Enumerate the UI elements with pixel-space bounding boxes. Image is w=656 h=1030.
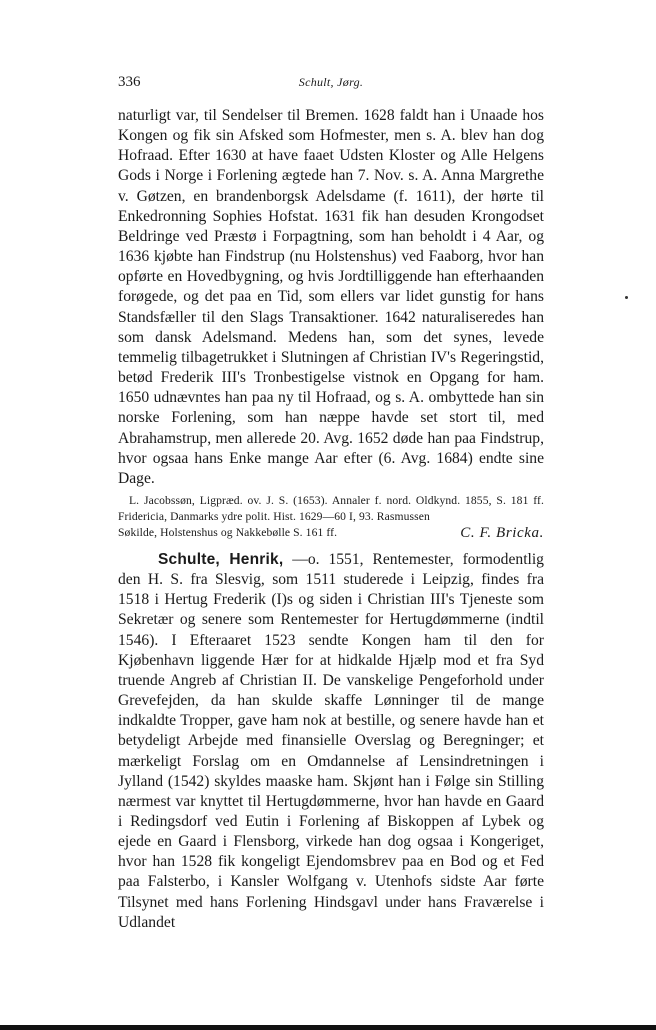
entry-headword: Schulte, Henrik, bbox=[158, 550, 284, 568]
entry-schulte-henrik bbox=[118, 550, 544, 933]
page-number: 336 bbox=[118, 74, 141, 90]
references-last-line bbox=[118, 525, 544, 541]
references-text: L. Jacobssøn, Ligpræd. ov. J. S. (1653). Annaler f. nord. Oldkynd. 1855, S. 181 ff. Fridericia, Danmarks ydre polit. Hist. 1629—60 I, 93. Rasmussen bbox=[118, 493, 544, 523]
bottom-edge bbox=[0, 1025, 656, 1030]
body-text bbox=[118, 106, 544, 933]
entry-author: C. F. Bricka. bbox=[460, 524, 544, 541]
margin-speck bbox=[625, 296, 628, 299]
entry-text: —o. 1551, Rentemester, formodentlig den H. S. fra Slesvig, som 1511 studerede i Leipzig, findes fra 1518 i Hertug Frederik (I)s og siden i Christian III's Tjeneste som Sekretær og senere som Rentemester for Hertugdømmerne (indtil 1546). I Efteraaret 1523 sendte Kongen ham til den for Kjøbenhavn liggende Hær for at hidkalde Hjælp mod et fra Syd truende Angreb af Christian II. De vanskelige Pengeforhold under Grevefejden, da han skulde skaffe Lønninger til de mange indkaldte Tropper, gave ham nok at bestille, og senere havde han et betydeligt Arbejde med finansielle Overslag og Beregninger; et mærkeligt Forslag om en Omdannelse af Lensindretningen i Jylland (1542) skyldes maaske ham. Skjønt han i Følge sin Stilling nærmest var knyttet til Hertugdømmerne, hvor han havde en Gaard i Redingsdorf ved Eutin i Forlening af Biskoppen af Lybek og ejede en Gaard i Flensborg, virkede han dog ogsaa i Kongeriget, hvor han 1528 fik kongeligt Ejendomsbrev paa en Bod og et Fed paa Falsterbo, i Kansler Wolfgang v. Utenhofs sidste Aar førte Tilsynet med hans Forlening Hindsgavl under hans Fraværelse i Udlandet bbox=[118, 550, 544, 931]
references-last: Søkilde, Holstenshus og Nakkebølle S. 161 ff. bbox=[118, 525, 338, 539]
entry-references bbox=[118, 493, 544, 541]
running-head: Schult, Jørg. bbox=[298, 75, 364, 89]
page-header bbox=[118, 74, 544, 94]
entry-continued-text: naturligt var, til Sendelser til Bremen. 1628 faldt han i Unaade hos Kongen og fik sin Afsked som Hofmester, men s. A. blev han dog Hofraad. Efter 1630 at have faaet Udsten Kloster og Alle Helgens Gods i Norge i Forlening ægtede han 7. Nov. s. A. Anna Margrethe v. Gøtzen, en brandenborgsk Adelsdame (f. 1611), der hørte til Enkedronning Sophies Hofstat. 1631 fik han desuden Krongodset Beldringe ved Præstø i Forpagtning, som han beholdt i 4 Aar, og 1636 kjøbte han Findstrup (nu Holstenshus) ved Faaborg, hvor han opførte en Hovedbygning, og hvis Jordtilliggende han efterhaanden forøgede, og det paa en Tid, som ellers var lidet gunstig for hans Standsfæller til den Slags Transaktioner. 1642 naturaliseredes han som dansk Adelsmand. Medens han, som det synes, levede temmelig tilbagetrukket i Slutningen af Christian IV's Regeringstid, betød Frederik III's Tronbestigelse vistnok en Opgang for ham. 1650 udnævntes han paa ny til Hofraad, og s. A. ombyttede han sin norske Forlening, som han næppe havde set stort til, med Abrahamstrup, men allerede 20. Avg. 1652 døde han paa Findstrup, hvor ogsaa hans Enke mange Aar efter (6. Avg. 1684) endte sine Dage. bbox=[118, 107, 544, 487]
